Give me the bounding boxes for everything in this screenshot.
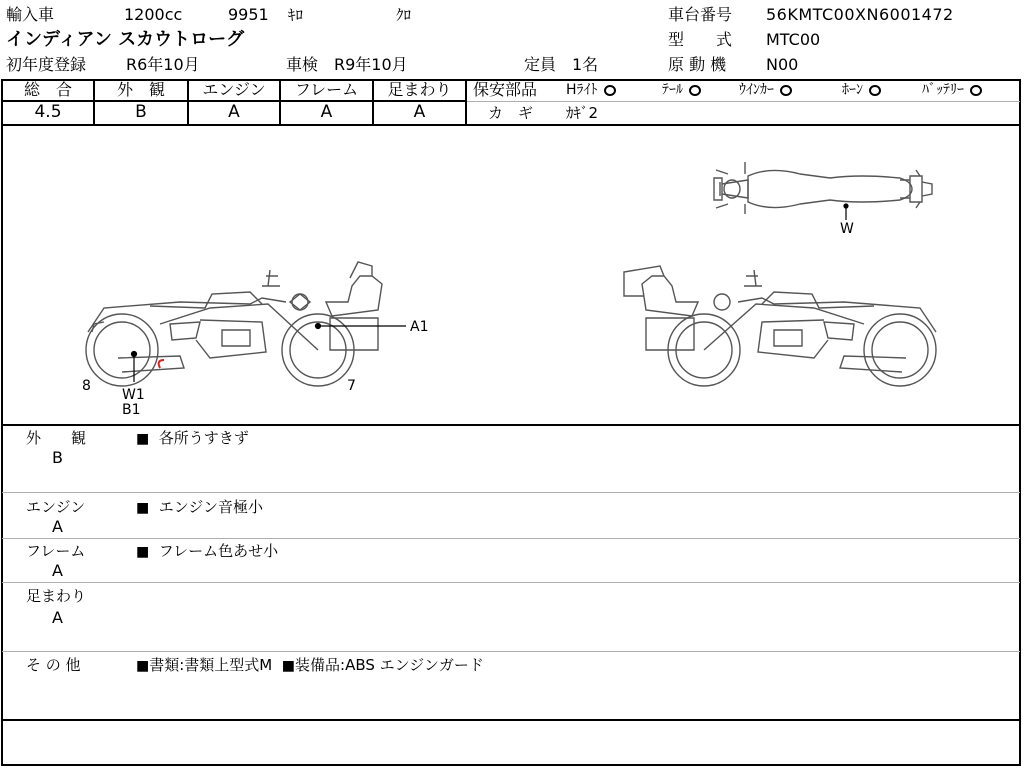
remarks-divider-3	[2, 582, 1020, 583]
remarks-divider-2	[2, 538, 1020, 539]
mark-w1: W1	[122, 387, 145, 403]
bike-top-view	[714, 162, 932, 214]
damage-diagram	[0, 126, 1024, 424]
ok-circle-icon	[970, 85, 982, 96]
grade-value-suspension: A	[413, 102, 426, 122]
red-mark	[159, 360, 164, 368]
remark-note-text: 装備品:ABS エンジンガード	[295, 656, 484, 674]
key-value: ｶｷﾞ2	[566, 104, 599, 122]
bullet-square-icon: ■	[136, 500, 150, 516]
remark-note-text: 書類:書類上型式M	[149, 656, 273, 674]
bullet-square-icon: ■	[136, 658, 150, 674]
remark-note-text: フレーム色あせ小	[158, 542, 279, 560]
grade-value-engine: A	[228, 102, 240, 122]
safety-item-tail	[662, 81, 701, 99]
remark-label-exterior: 外 観	[26, 429, 87, 447]
key-label: カ ギ	[488, 104, 534, 122]
capacity-label: 定員	[524, 55, 557, 74]
first-reg-label: 初年度登録	[6, 55, 87, 74]
safety-item-name: ﾎｰﾝ	[842, 82, 863, 98]
remark-note	[136, 429, 249, 448]
frame-no-value: 56KMTC00XN6001472	[766, 5, 954, 24]
engine-value: N00	[766, 55, 799, 74]
type-value: MTC00	[766, 30, 821, 49]
inspection-value: R9年10月	[334, 55, 408, 74]
remark-grade-suspension: A	[52, 608, 63, 627]
grade-value-exterior: B	[135, 102, 147, 122]
mileage-unit: ｷﾛ	[288, 6, 304, 24]
safety-item-battery	[922, 81, 982, 99]
color: ｸﾛ	[396, 6, 412, 24]
remarks-divider-4	[2, 651, 1020, 652]
bike-right-view	[624, 266, 936, 386]
import-label: 輸入車	[6, 5, 55, 24]
ok-circle-icon	[869, 85, 881, 96]
remark-label-engine: エンジン	[26, 498, 86, 516]
remark-label-other: そ の 他	[26, 656, 81, 674]
ok-circle-icon	[780, 85, 792, 96]
ok-circle-icon	[604, 85, 616, 96]
mark-a1: A1	[410, 319, 429, 335]
bike-left-view	[86, 262, 382, 386]
inspection-label: 車検	[286, 55, 319, 74]
remark-label-suspension: 足まわり	[26, 587, 87, 605]
engine-label: 原 動 機	[668, 55, 727, 74]
grade-header-engine: エンジン	[202, 80, 266, 99]
capacity-value: 1名	[572, 55, 599, 74]
bullet-square-icon: ■	[281, 658, 296, 674]
type-label: 型 式	[668, 30, 733, 49]
grade-header-overall: 総 合	[23, 80, 72, 99]
mark-top-w: W	[840, 221, 854, 237]
remark-grade-exterior: B	[52, 448, 63, 467]
grade-col-divider	[465, 79, 467, 125]
remark-grade-frame: A	[52, 561, 63, 580]
remarks-bottom-line	[1, 719, 1021, 721]
bullet-square-icon: ■	[136, 544, 150, 560]
mark-8: 8	[82, 378, 91, 394]
grade-value-frame: A	[320, 102, 333, 122]
remark-label-frame: フレーム	[26, 542, 86, 560]
grade-header-exterior: 外 観	[116, 80, 165, 99]
grade-value-overall: 4.5	[34, 102, 62, 122]
safety-label: 保安部品	[473, 80, 538, 99]
remark-note	[136, 542, 278, 561]
safety-item-name: ｳｲﾝｶｰ	[739, 82, 774, 98]
safety-item-name: ﾊﾞｯﾃﾘｰ	[922, 82, 964, 98]
mileage: 9951	[228, 5, 269, 24]
grade-header-frame: フレーム	[294, 80, 359, 99]
safety-item-horn	[842, 81, 881, 99]
safety-item-winker	[739, 81, 792, 99]
remark-note	[136, 656, 484, 675]
remarks-divider-1	[2, 492, 1020, 493]
model-name: インディアン スカウトローグ	[6, 29, 245, 50]
safety-item-headlight	[566, 81, 616, 99]
remark-note-text: 各所うすきず	[158, 429, 249, 447]
safety-item-name: ﾃｰﾙ	[662, 82, 683, 98]
mark-7: 7	[347, 378, 356, 394]
diagram-bottom-line	[1, 424, 1021, 426]
ok-circle-icon	[689, 85, 701, 96]
safety-item-name: Hﾗｲﾄ	[566, 82, 598, 98]
displacement: 1200cc	[124, 5, 183, 24]
mark-b1: B1	[122, 402, 141, 418]
grade-header-suspension: 足まわり	[387, 80, 452, 99]
bullet-square-icon: ■	[136, 431, 150, 447]
safety-divider	[467, 101, 1020, 102]
remark-grade-engine: A	[52, 517, 63, 536]
frame-no-label: 車台番号	[668, 5, 733, 24]
first-reg-value: R6年10月	[126, 55, 200, 74]
remark-note-text: エンジン音極小	[158, 498, 264, 516]
remark-note	[136, 498, 263, 517]
